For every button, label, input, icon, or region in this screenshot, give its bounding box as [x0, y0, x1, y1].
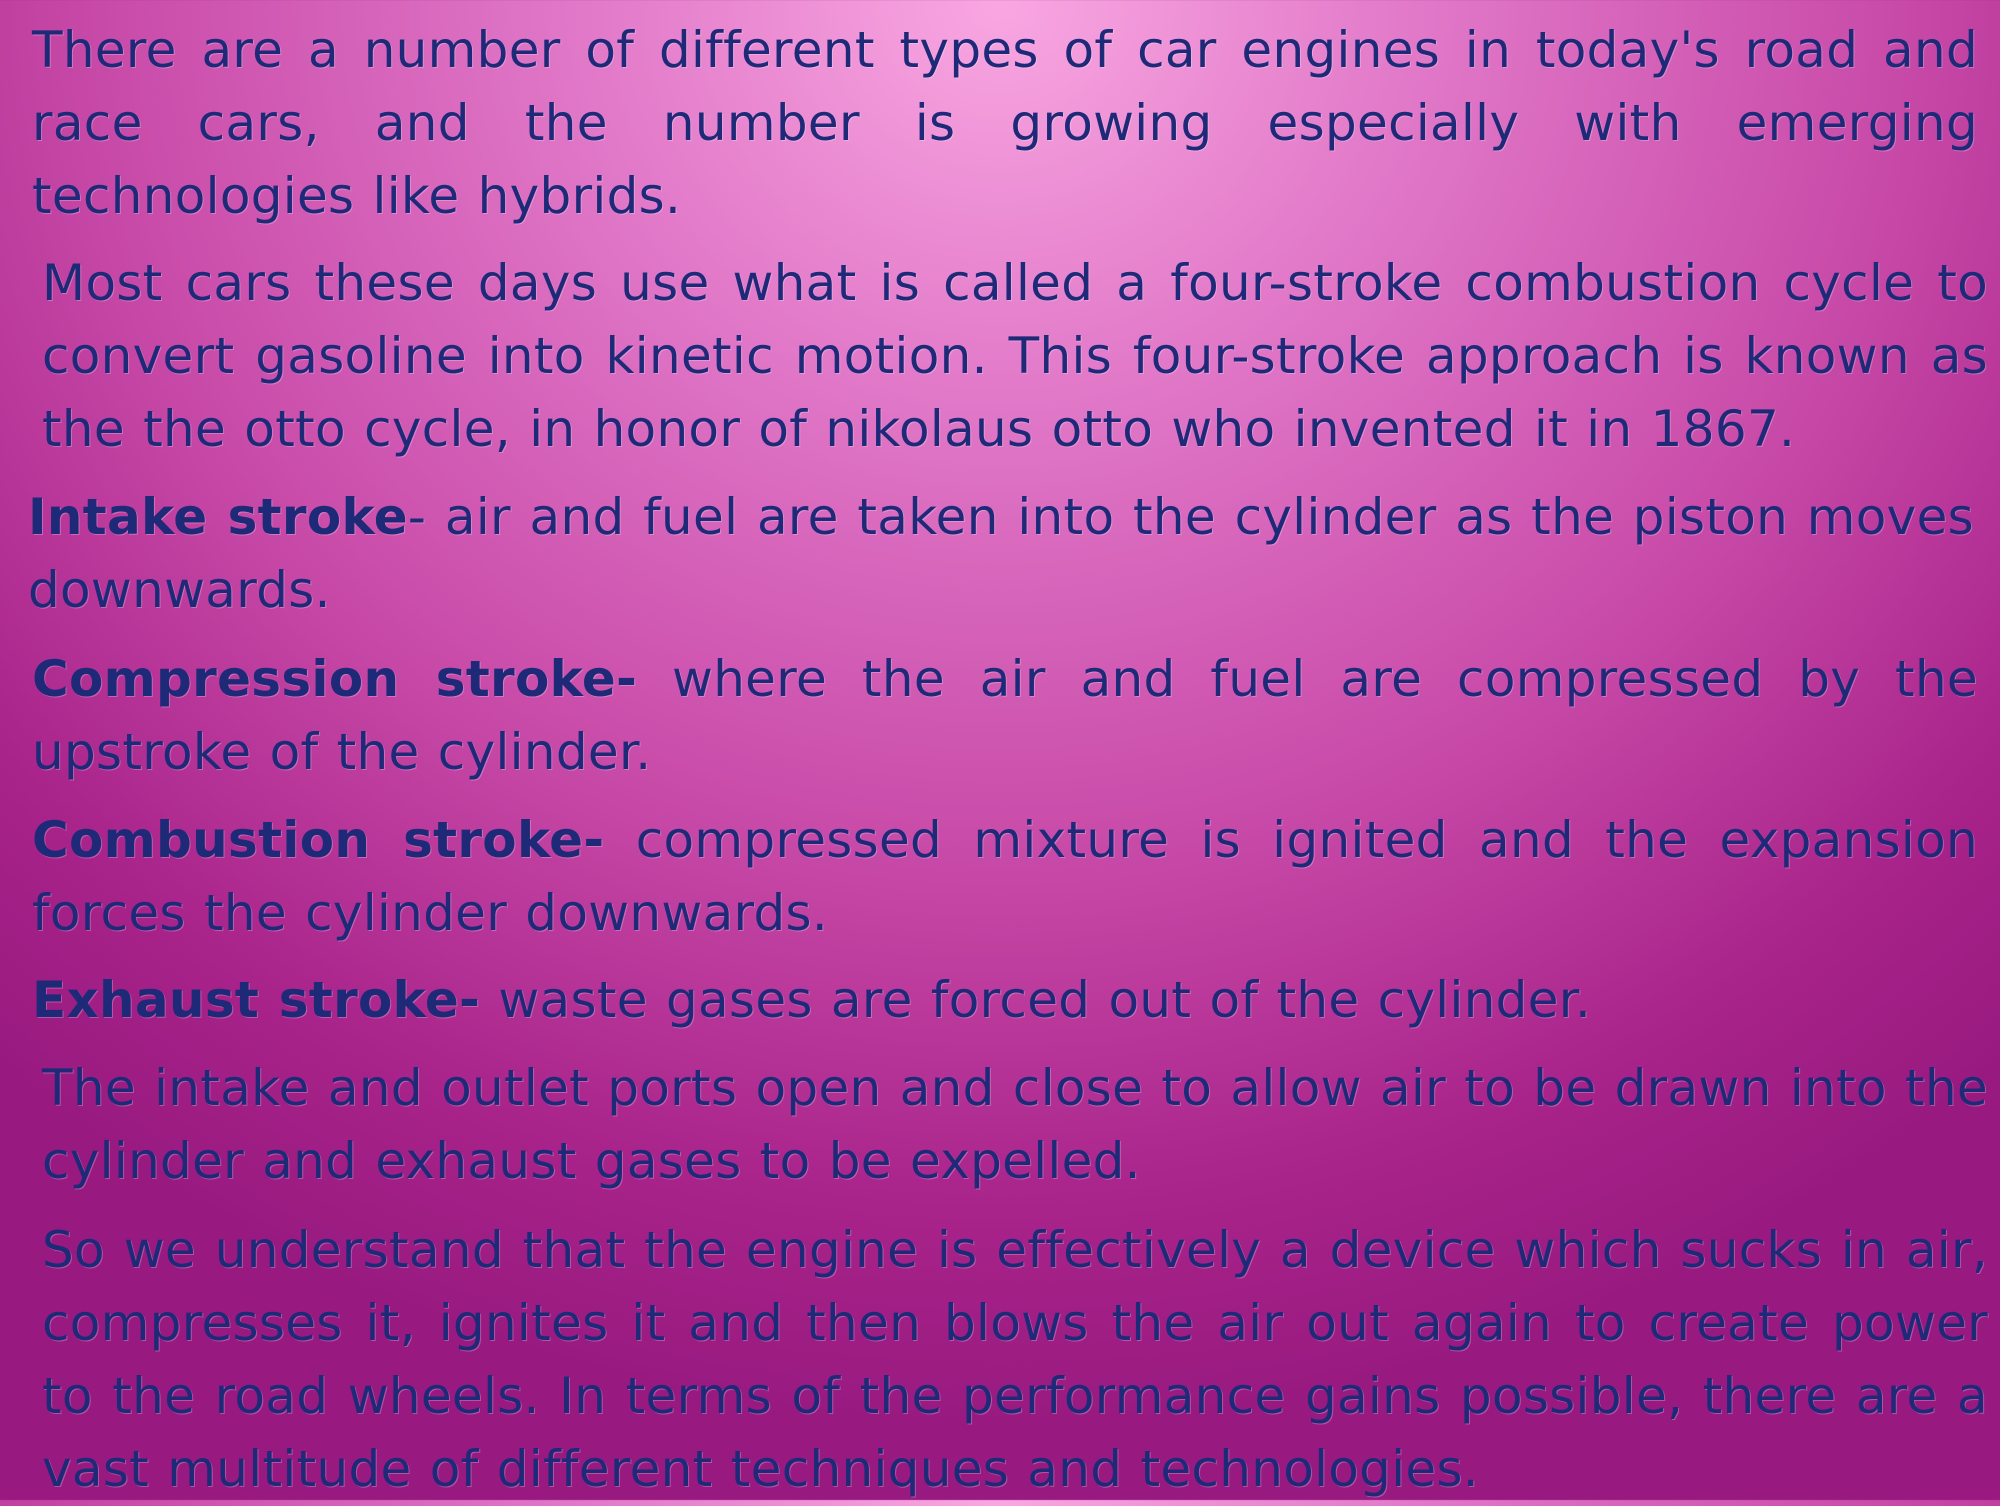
exhaust-stroke-term: Exhaust stroke- — [32, 971, 481, 1029]
paragraph-summary — [32, 1214, 1988, 1506]
paragraph-four-stroke-cycle — [32, 247, 1988, 466]
paragraph-compression-stroke — [32, 643, 1978, 789]
paragraph-engine-types-text: There are a number of different types of car engines in today's road and race cars, and the number is growing especially with emerging technologies like hybrids. — [32, 21, 1978, 225]
paragraph-intake-stroke — [28, 481, 1974, 627]
combustion-stroke-description: compressed mixture is ignited and the expansion forces the cylinder downwards. — [32, 811, 1978, 942]
intake-stroke-description: - air and fuel are taken into the cylinder as the piston moves downwards. — [28, 488, 1974, 619]
combustion-stroke-term: Combustion stroke- — [32, 811, 605, 869]
paragraph-combustion-stroke — [32, 804, 1978, 950]
intake-stroke-term: Intake stroke — [28, 488, 408, 546]
paragraph-engine-types — [32, 14, 1978, 233]
exhaust-stroke-description: waste gases are forced out of the cylinder. — [480, 971, 1592, 1029]
paragraph-summary-text: So we understand that the engine is effectively a device which sucks in air, compresses it, ignites it and then blows the air out again to create power to the road wheels. In terms of the performance gains possible, there are a vast multitude of different techniques and technologies. — [42, 1221, 1988, 1498]
compression-stroke-term: Compression stroke- — [32, 650, 638, 708]
paragraph-exhaust-stroke — [32, 964, 1978, 1037]
compression-stroke-description: where the air and fuel are compressed by the upstroke of the cylinder. — [32, 650, 1978, 781]
paragraph-four-stroke-cycle-text: Most cars these days use what is called a four-stroke combustion cycle to convert gasoline into kinetic motion. This four-stroke approach is known as the the otto cycle, in honor of nikolaus otto who invented it in 1867. — [42, 254, 1988, 458]
paragraph-ports-text: The intake and outlet ports open and close to allow air to be drawn into the cylinder and exhaust gases to be expelled. — [42, 1059, 1988, 1190]
paragraph-ports — [32, 1052, 1988, 1198]
